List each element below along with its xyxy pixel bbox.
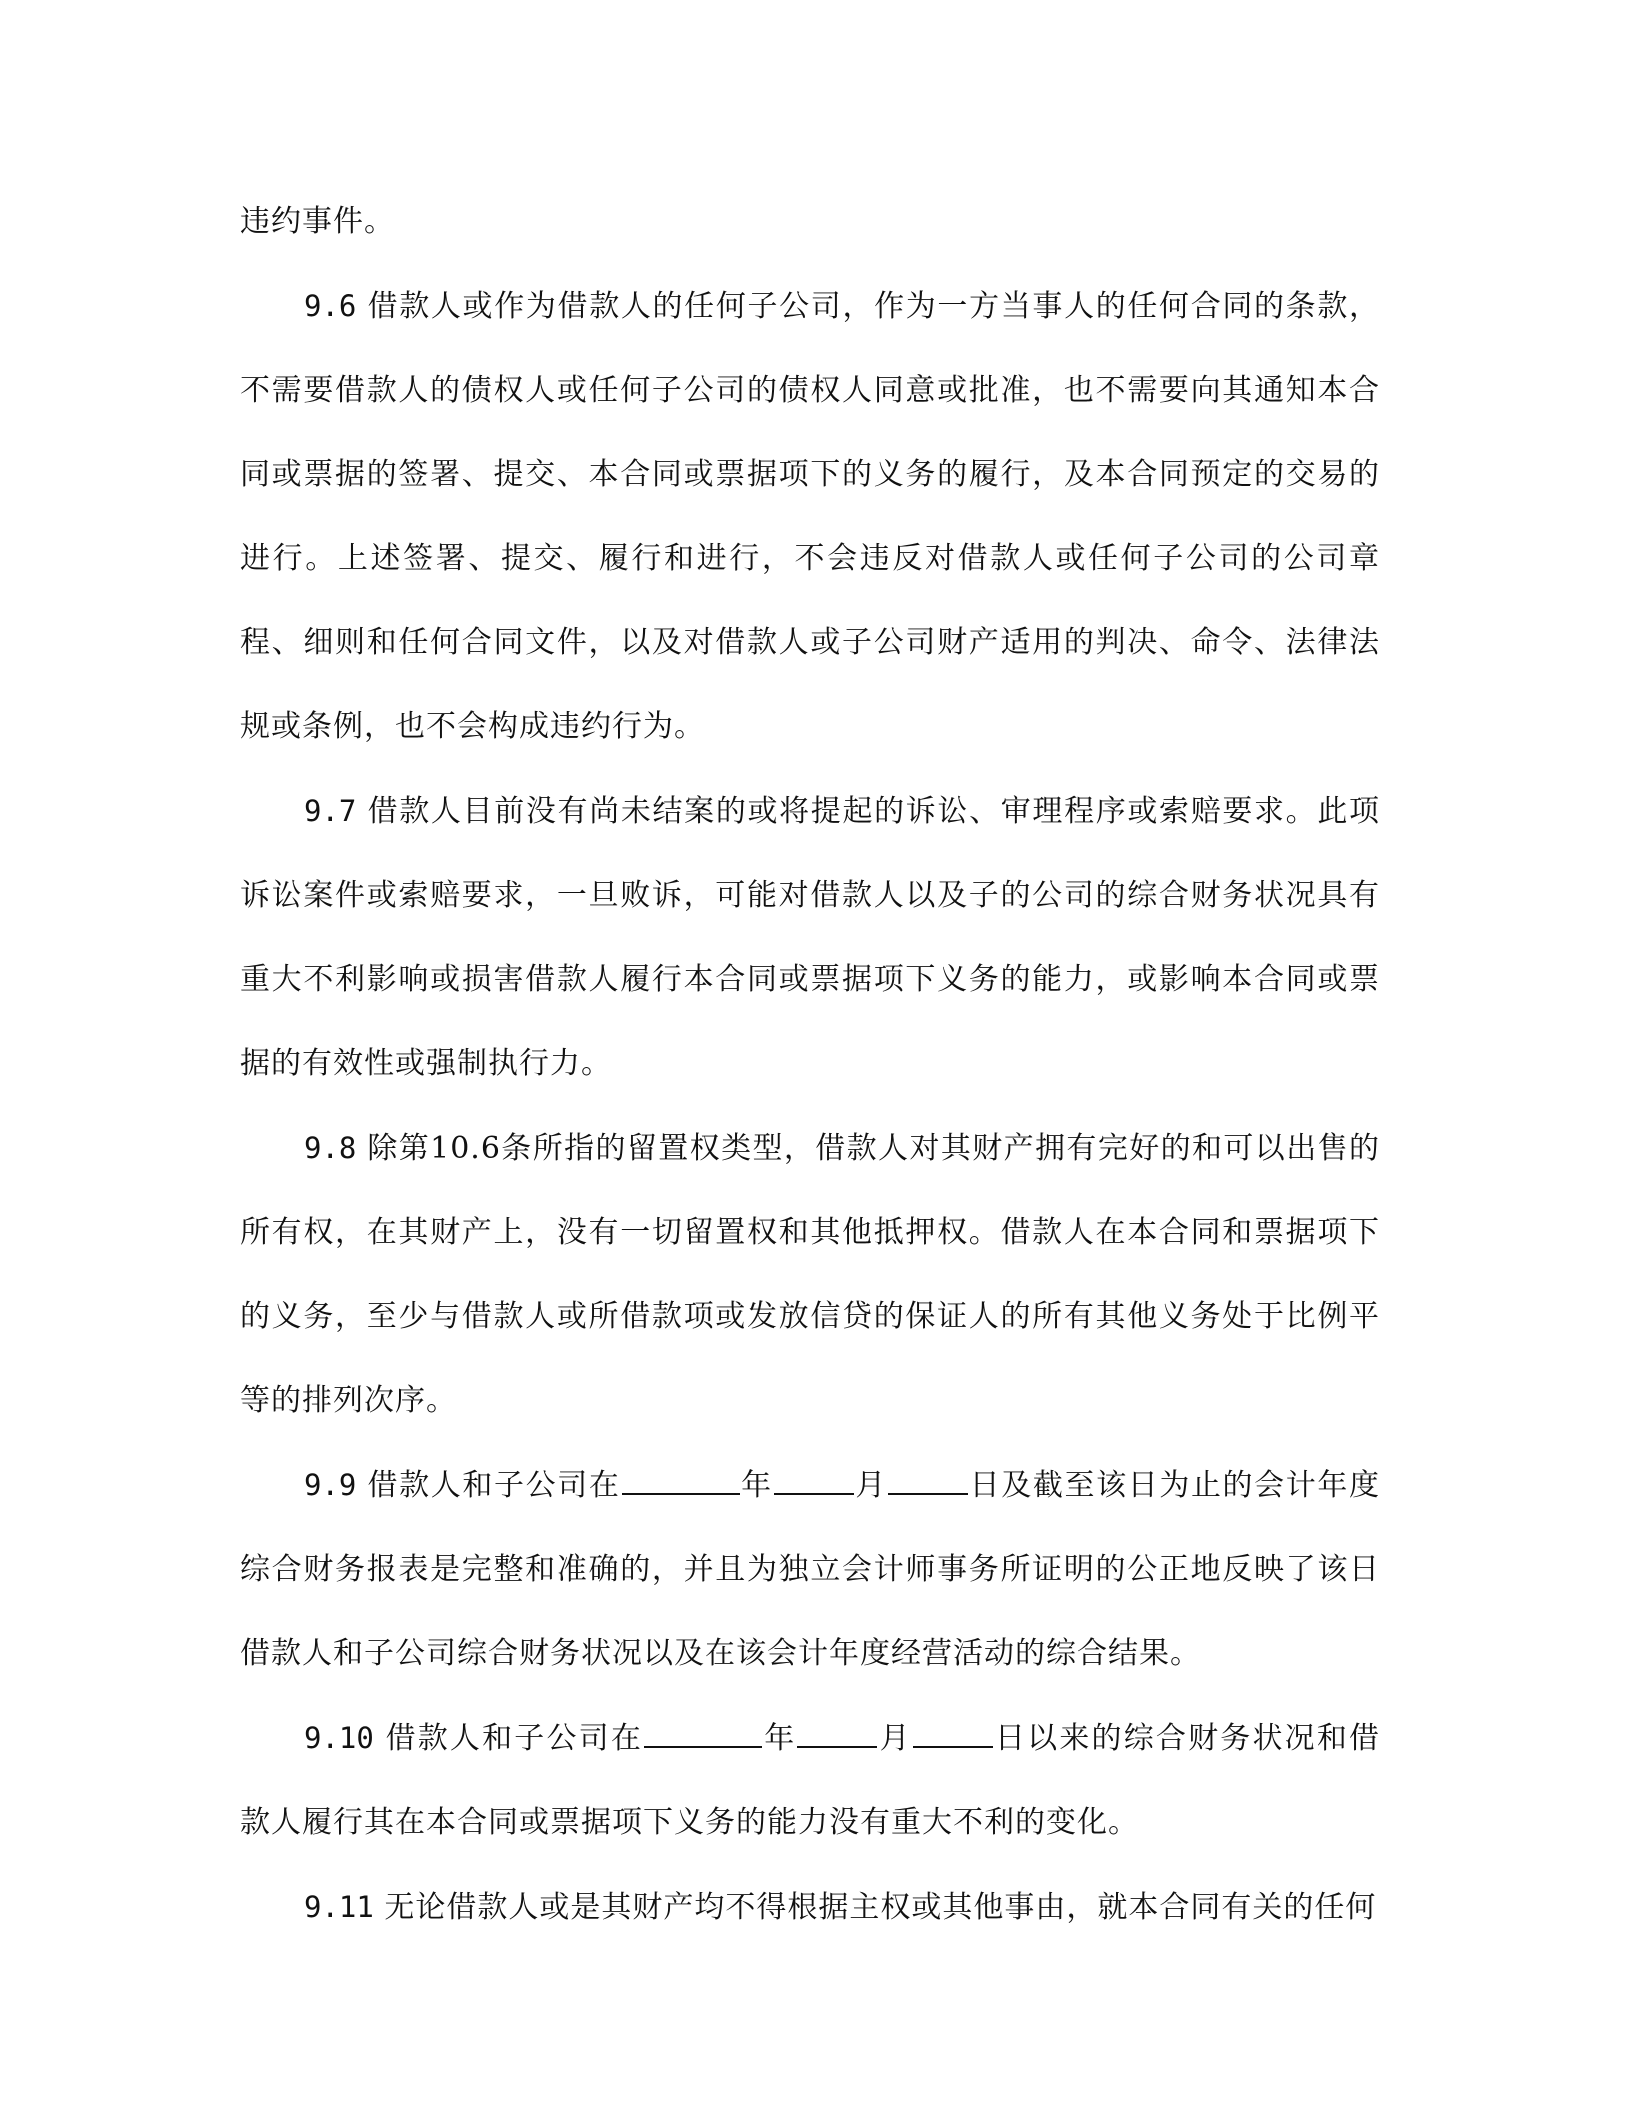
clause-text: 日及截至该日为止的会计年度综合财务报表是完整和准确的，并且为独立会计师事务所证明的公正地反映了该日借款人和子公司综合财务状况以及在该会计年度经营活动的综合结果。 — [240, 1468, 1381, 1671]
month-blank — [797, 1716, 877, 1748]
clause-text: 借款人和子公司在 — [356, 1468, 621, 1503]
clause-9-10 — [240, 1696, 1380, 1865]
month-label: 月 — [854, 1468, 887, 1503]
month-blank — [774, 1463, 854, 1495]
document-body — [240, 180, 1380, 1950]
clause-9-6 — [240, 264, 1380, 769]
year-label: 年 — [763, 1721, 797, 1756]
clause-9-9 — [240, 1443, 1380, 1696]
clause-text: 借款人或作为借款人的任何子公司，作为一方当事人的任何合同的条款，不需要借款人的债权人或任何子公司的债权人同意或批准，也不需要向其通知本合同或票据的签署、提交、本合同或票据项下的义务的履行，及本合同预定的交易的进行。上述签署、提交、履行和进行，不会违反对借款人或任何子公司的公司章程、细则和任何合同文件，以及对借款人或子公司财产适用的判决、命令、法律法规或条例，也不会构成违约行为。 — [240, 289, 1380, 744]
clause-text: 日以来的综合财务状况和借款人履行其在本合同或票据项下义务的能力没有重大不利的变化。 — [240, 1721, 1381, 1840]
day-blank — [888, 1463, 968, 1495]
paragraph-text: 违约事件。 — [240, 204, 395, 239]
clause-9-11 — [240, 1865, 1380, 1950]
paragraph-continuation — [240, 180, 1380, 264]
year-blank — [622, 1463, 740, 1495]
year-label: 年 — [740, 1468, 773, 1503]
clause-text: 借款人目前没有尚未结案的或将提起的诉讼、审理程序或索赔要求。此项诉讼案件或索赔要求，一旦败诉，可能对借款人以及子的公司的综合财务状况具有重大不利影响或损害借款人履行本合同或票据项下义务的能力，或影响本合同或票据的有效性或强制执行力。 — [240, 794, 1380, 1081]
clause-number: 9.10 — [304, 1721, 374, 1755]
clause-9-8 — [240, 1106, 1380, 1443]
clause-number: 9.11 — [304, 1890, 374, 1924]
clause-text: 无论借款人或是其财产均不得根据主权或其他事由，就本合同有关的任何 — [373, 1890, 1377, 1925]
clause-9-7 — [240, 769, 1380, 1106]
clause-number: 9.8 — [304, 1131, 357, 1165]
clause-number: 9.9 — [304, 1468, 357, 1502]
clause-number: 9.6 — [304, 289, 357, 323]
month-label: 月 — [878, 1721, 912, 1756]
clause-text: 除第10.6条所指的留置权类型，借款人对其财产拥有完好的和可以出售的所有权，在其财产上，没有一切留置权和其他抵押权。借款人在本合同和票据项下的义务，至少与借款人或所借款项或发放信贷的保证人的所有其他义务处于比例平等的排列次序。 — [240, 1131, 1380, 1418]
clause-number: 9.7 — [304, 794, 357, 828]
clause-text: 借款人和子公司在 — [373, 1721, 644, 1756]
year-blank — [644, 1716, 762, 1748]
day-blank — [913, 1716, 993, 1748]
